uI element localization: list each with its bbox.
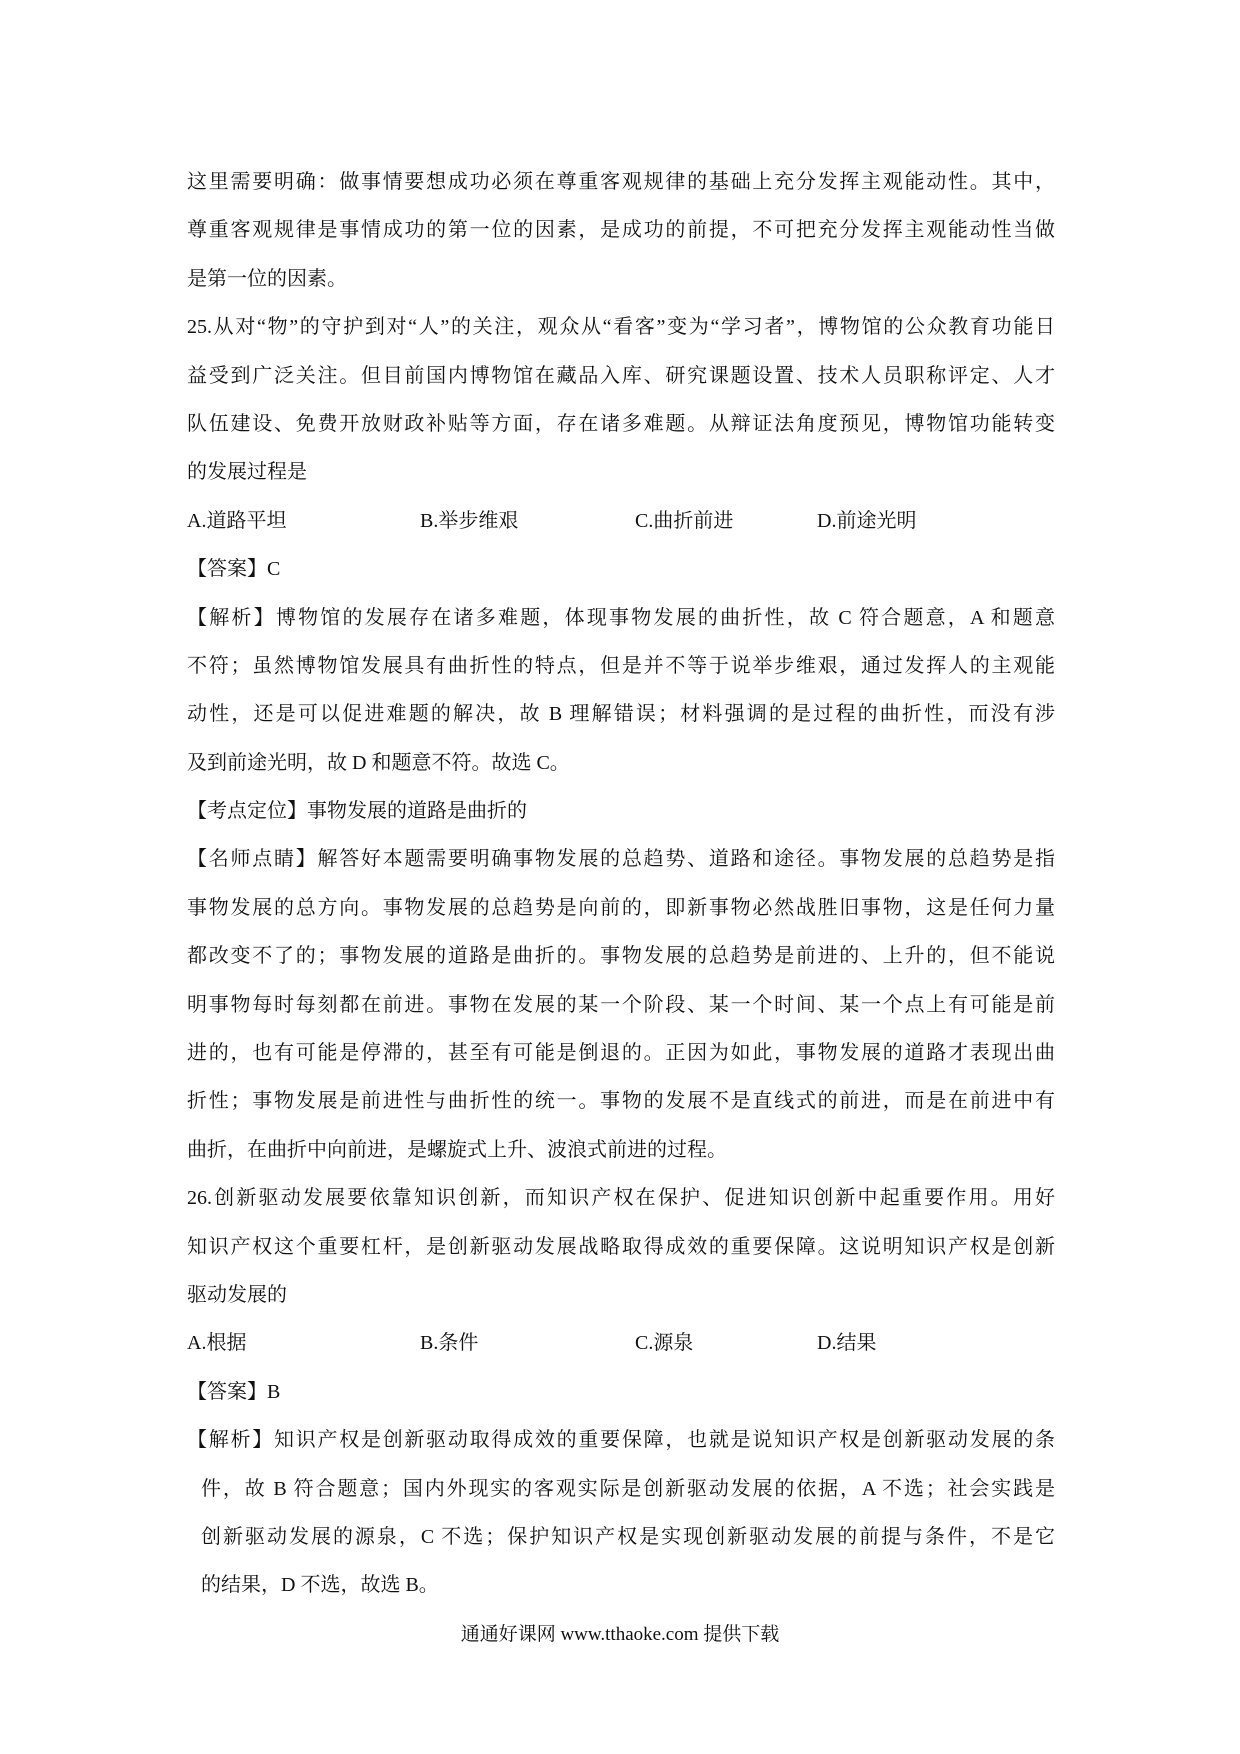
q25-tips-line: 明事物每时每刻都在前进。事物在发展的某一个阶段、某一个时间、某一个点上有可能是前 xyxy=(187,993,1055,1016)
q25-stem-line: 队伍建设、免费开放财政补贴等方面，存在诸多难题。从辩证法角度预见，博物馆功能转变 xyxy=(187,412,1055,435)
intro-line: 尊重客观规律是事情成功的第一位的因素，是成功的前提，不可把充分发挥主观能动性当做 xyxy=(187,219,1055,242)
q25-tips-line: 【名师点睛】解答好本题需要明确事物发展的总趋势、道路和途径。事物发展的总趋势是指 xyxy=(187,848,1055,871)
q25-stem-line: 25.从对“物”的守护到对“人”的关注，观众从“看客”变为“学习者”，博物馆的公众教育功能日 xyxy=(187,316,1055,339)
q26-analysis-line: 的结果，D 不选，故选 B。 xyxy=(201,1574,439,1597)
q26-option-D: D.结果 xyxy=(817,1332,877,1355)
q25-options-row xyxy=(187,497,1055,545)
q25-tips-line: 进的，也有可能是停滞的，甚至有可能是倒退的。正因为如此，事物发展的道路才表现出曲 xyxy=(187,1042,1055,1065)
q26-analysis-line: 件，故 B 符合题意；国内外现实的客观实际是创新驱动发展的依据，A 不选；社会实践是 xyxy=(201,1477,1055,1500)
q25-tips-line: 折性；事物发展是前进性与曲折性的统一。事物的发展不是直线式的前进，而是在前进中有 xyxy=(187,1090,1055,1113)
q26-analysis-line: 创新驱动发展的源泉，C 不选；保护知识产权是实现创新驱动发展的前提与条件，不是它 xyxy=(201,1525,1055,1548)
q25-exam-point: 【考点定位】事物发展的道路是曲折的 xyxy=(187,800,527,823)
q25-analysis-line: 动性，还是可以促进难题的解决，故 B 理解错误；材料强调的是过程的曲折性，而没有涉 xyxy=(187,703,1055,726)
q25-tips-line: 曲折，在曲折中向前进，是螺旋式上升、波浪式前进的过程。 xyxy=(187,1138,727,1161)
q25-option-D: D.前途光明 xyxy=(817,509,917,532)
q25-answer: 【答案】C xyxy=(187,558,281,581)
q26-analysis-line: 【解析】知识产权是创新驱动取得成效的重要保障，也就是说知识产权是创新驱动发展的条 xyxy=(187,1429,1055,1452)
q25-option-C: C.曲折前进 xyxy=(635,509,734,532)
q25-stem-line: 的发展过程是 xyxy=(187,461,307,484)
q25-stem-line: 益受到广泛关注。但目前国内博物馆在藏品入库、研究课题设置、技术人员职称评定、人才 xyxy=(187,364,1055,387)
q26-option-A: A.根据 xyxy=(187,1332,247,1355)
q26-option-B: B.条件 xyxy=(420,1332,479,1355)
q25-analysis-line: 不符；虽然博物馆发展具有曲折性的特点，但是并不等于说举步维艰，通过发挥人的主观能 xyxy=(187,654,1055,677)
q26-option-C: C.源泉 xyxy=(635,1332,694,1355)
q25-option-A: A.道路平坦 xyxy=(187,509,287,532)
q25-analysis-line: 【解析】博物馆的发展存在诸多难题，体现事物发展的曲折性，故 C 符合题意，A 和题意 xyxy=(187,606,1055,629)
page-footer: 通通好课网 www.tthaoke.com 提供下载 xyxy=(460,1624,780,1645)
q25-tips-line: 事物发展的总方向。事物发展的总趋势是向前的，即新事物必然战胜旧事物，这是任何力量 xyxy=(187,896,1055,919)
q26-stem-line: 知识产权这个重要杠杆，是创新驱动发展战略取得成效的重要保障。这说明知识产权是创新 xyxy=(187,1235,1055,1258)
q26-stem-line: 驱动发展的 xyxy=(187,1283,287,1306)
q26-options-row xyxy=(187,1319,1055,1367)
intro-line: 是第一位的因素。 xyxy=(187,267,347,290)
document-body xyxy=(187,158,1055,1610)
q25-option-B: B.举步维艰 xyxy=(420,509,519,532)
intro-line: 这里需要明确：做事情要想成功必须在尊重客观规律的基础上充分发挥主观能动性。其中， xyxy=(187,171,1055,193)
q26-answer: 【答案】B xyxy=(187,1380,281,1403)
q26-stem-line: 26.创新驱动发展要依靠知识创新，而知识产权在保护、促进知识创新中起重要作用。用好 xyxy=(187,1187,1055,1210)
q25-analysis-line: 及到前途光明，故 D 和题意不符。故选 C。 xyxy=(187,751,570,774)
q25-tips-line: 都改变不了的；事物发展的道路是曲折的。事物发展的总趋势是前进的、上升的，但不能说 xyxy=(187,945,1055,968)
